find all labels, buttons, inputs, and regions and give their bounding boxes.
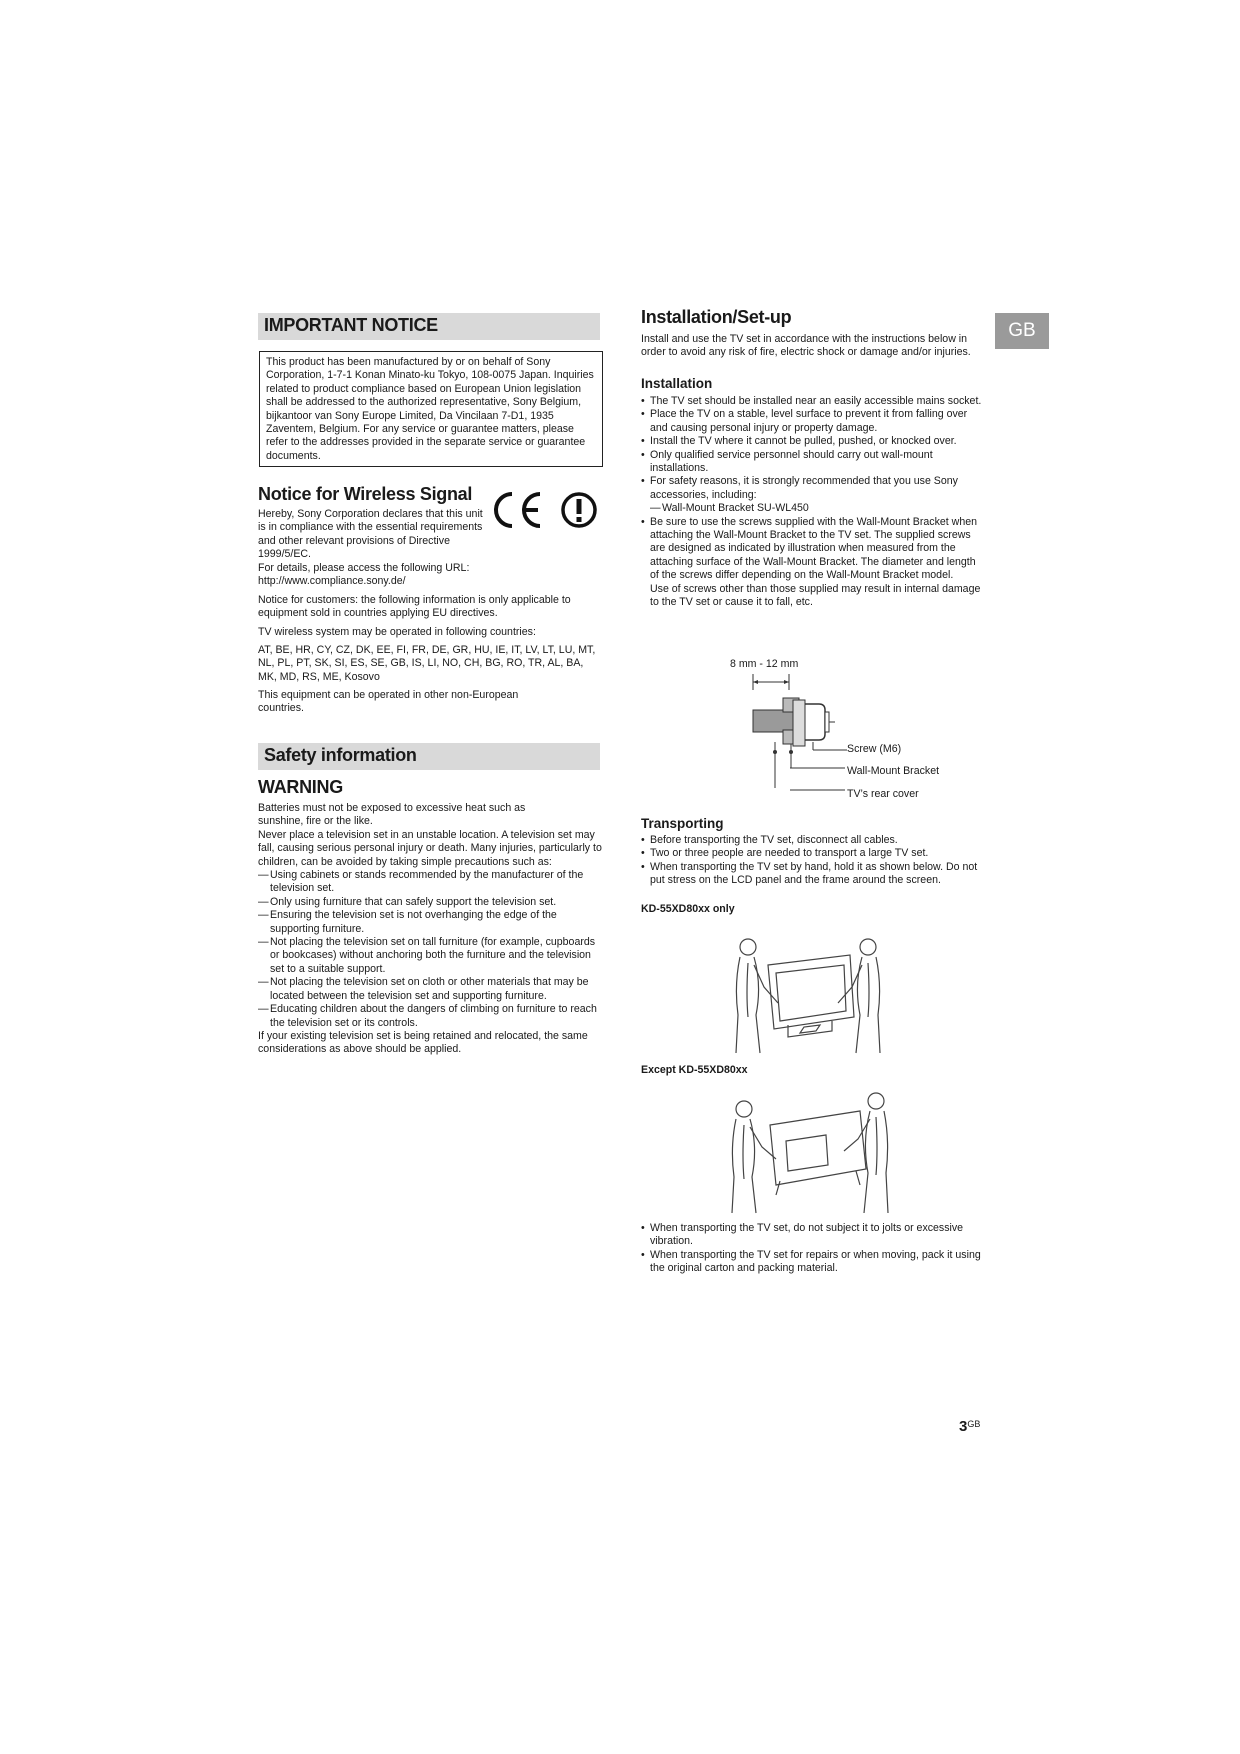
ce-mark-icon [490, 490, 546, 530]
installation-list [641, 395, 986, 610]
safety-item: — Only using furniture that can safely support the television set. [258, 896, 603, 909]
installation-bullet: • Install the TV where it cannot be pulled, pushed, or knocked over. [641, 435, 986, 448]
safety-item: — Not placing the television set on tall furniture (for example, cupboards or bookcases) without anchoring both the furniture and the television set to a suitable support. [258, 936, 603, 976]
important-notice-text: This product has been manufactured by or on behalf of Sony Corporation, 1-7-1 Konan Minato-ku Tokyo, 108-0075 Japan. Inquiries related to product compliance based on European Union legislation shall be addressed to the authorized representative, Sony Belgium, bijkantoor van Sony Europe Limited, Da Vincilaan 7-D1, 1935 Zaventem, Belgium. For any service or guarantee matters, please refer to the addresses provided in the separate service or guarantee documents. [266, 356, 594, 462]
transporting-bullet: • Two or three people are needed to transport a large TV set. [641, 847, 986, 860]
rear-cover-label: TV’s rear cover [847, 788, 919, 800]
important-notice-header [258, 313, 600, 340]
carrying-tv-illustration [728, 925, 888, 1055]
wireless-customers: Notice for customers: the following information is only applicable to equipment sold in countries applying EU directives. [258, 594, 571, 620]
screw-label: Screw (M6) [847, 743, 902, 755]
bracket-label: Wall-Mount Bracket [847, 765, 940, 777]
transporting-bullet: • When transporting the TV set by hand, hold it as shown below. Do not put stress on the LCD panel and the frame around the screen. [641, 861, 986, 888]
installation-intro: Install and use the TV set in accordance with the instructions below in order to avoid any risk of fire, electric shock or damage and/or injuries. [641, 333, 971, 359]
installation-heading: Installation [641, 376, 713, 391]
wireless-other: This equipment can be operated in other non-European countries. [258, 689, 519, 715]
safety-item: — Not placing the television set on cloth or other materials that may be located between the television set and supporting furniture. [258, 976, 603, 1003]
carrying-tv-illustration-2 [720, 1085, 900, 1215]
page-number-suffix: GB [967, 1419, 981, 1429]
safety-item: — Ensuring the television set is not overhanging the edge of the supporting furniture. [258, 909, 603, 936]
wireless-heading: Notice for Wireless Signal [258, 484, 473, 504]
batteries-text: Batteries must not be exposed to excessive heat such as sunshine, fire or the like. [258, 802, 526, 828]
never-text: Never place a television set in an unstable location. A television set may fall, causing serious personal injury or death. Many injuries, particularly to children, can be avoided by taking simple precautions such as: [258, 828, 602, 868]
screws-text: Be sure to use the screws supplied with the Wall-Mount Bracket when attaching the Wall-Mount Bracket to the TV set. The supplied screws are designed as indicated by illustration when measured from the attaching surface of the Wall-Mount Bracket. The diameter and length of the screws differ depending on the Wall-Mount Bracket model. [650, 515, 977, 582]
installation-bullet: • Only qualified service personnel should carry out wall-mount installations. [641, 449, 986, 476]
wireless-declare: Hereby, Sony Corporation declares that this unit is in compliance with the essential requirements and other relevant provisions of Directive 1999/5/EC. [258, 508, 483, 561]
safety-item: — Using cabinets or stands recommended by the manufacturer of the television set. [258, 869, 603, 896]
safety-accessories-text: For safety reasons, it is strongly recommended that you use Sony accessories, including: [650, 475, 958, 501]
installation-bullet [641, 516, 986, 610]
bracket-model: Wall-Mount Bracket SU-WL450 [662, 502, 809, 515]
diagram-leader-lines [790, 742, 850, 802]
safety-body [258, 802, 603, 1057]
alert-mark-icon [560, 491, 598, 529]
transporting-heading: Transporting [641, 816, 724, 831]
transporting-bullet: • When transporting the TV set, do not subject it to jolts or excessive vibration. [641, 1222, 986, 1249]
important-notice-heading: IMPORTANT NOTICE [264, 315, 438, 335]
important-notice-box [259, 351, 603, 467]
installation-bullet: • The TV set should be installed near an easily accessible mains socket. [641, 395, 986, 408]
transporting-list [641, 834, 986, 888]
transporting-bullet: • Before transporting the TV set, disconnect all cables. [641, 834, 986, 847]
compliance-url[interactable]: http://www.compliance.sony.de/ [258, 575, 406, 587]
safety-heading: Safety information [264, 745, 417, 765]
page-number [959, 1418, 980, 1435]
warning-heading: WARNING [258, 777, 343, 797]
safety-header [258, 743, 600, 770]
language-tab: GB [995, 313, 1049, 349]
safety-item: — Educating children about the dangers of climbing on furniture to reach the television set or its controls. [258, 1003, 603, 1030]
screws-note: Use of screws other than those supplied may result in internal damage to the TV set or cause it to fall, etc. [650, 582, 981, 609]
installation-bullet: • Place the TV on a stable, level surface to prevent it from falling over and causing personal injury or property damage. [641, 408, 986, 435]
installation-title: Installation/Set-up [641, 307, 792, 327]
retained-text: If your existing television set is being retained and relocated, the same considerations as above should be applied. [258, 1029, 588, 1056]
wireless-countries: AT, BE, HR, CY, CZ, DK, EE, FI, FR, DE, GR, HU, IE, IT, LV, LT, LU, MT, NL, PL, PT, SK, SI, ES, SE, GB, IS, LI, NO, CH, BG, RO, TR, AL, BA, MK, MD, RS, ME, Kosovo [258, 644, 596, 683]
model-except-label: Except KD-55XD80xx [641, 1064, 748, 1076]
wireless-system: TV wireless system may be operated in following countries: [258, 626, 536, 638]
screw-dimension-label: 8 mm - 12 mm [730, 658, 799, 670]
model-only-label: KD-55XD80xx only [641, 903, 735, 915]
transporting-list-2 [641, 1222, 986, 1276]
page-number-value: 3 [959, 1418, 968, 1435]
bracket-line: — Wall-Mount Bracket SU-WL450 [650, 502, 809, 515]
transporting-bullet: • When transporting the TV set for repairs or when moving, pack it using the original carton and packing material. [641, 1249, 986, 1276]
installation-bullet [641, 475, 986, 515]
wireless-details: For details, please access the following URL: [258, 562, 470, 574]
